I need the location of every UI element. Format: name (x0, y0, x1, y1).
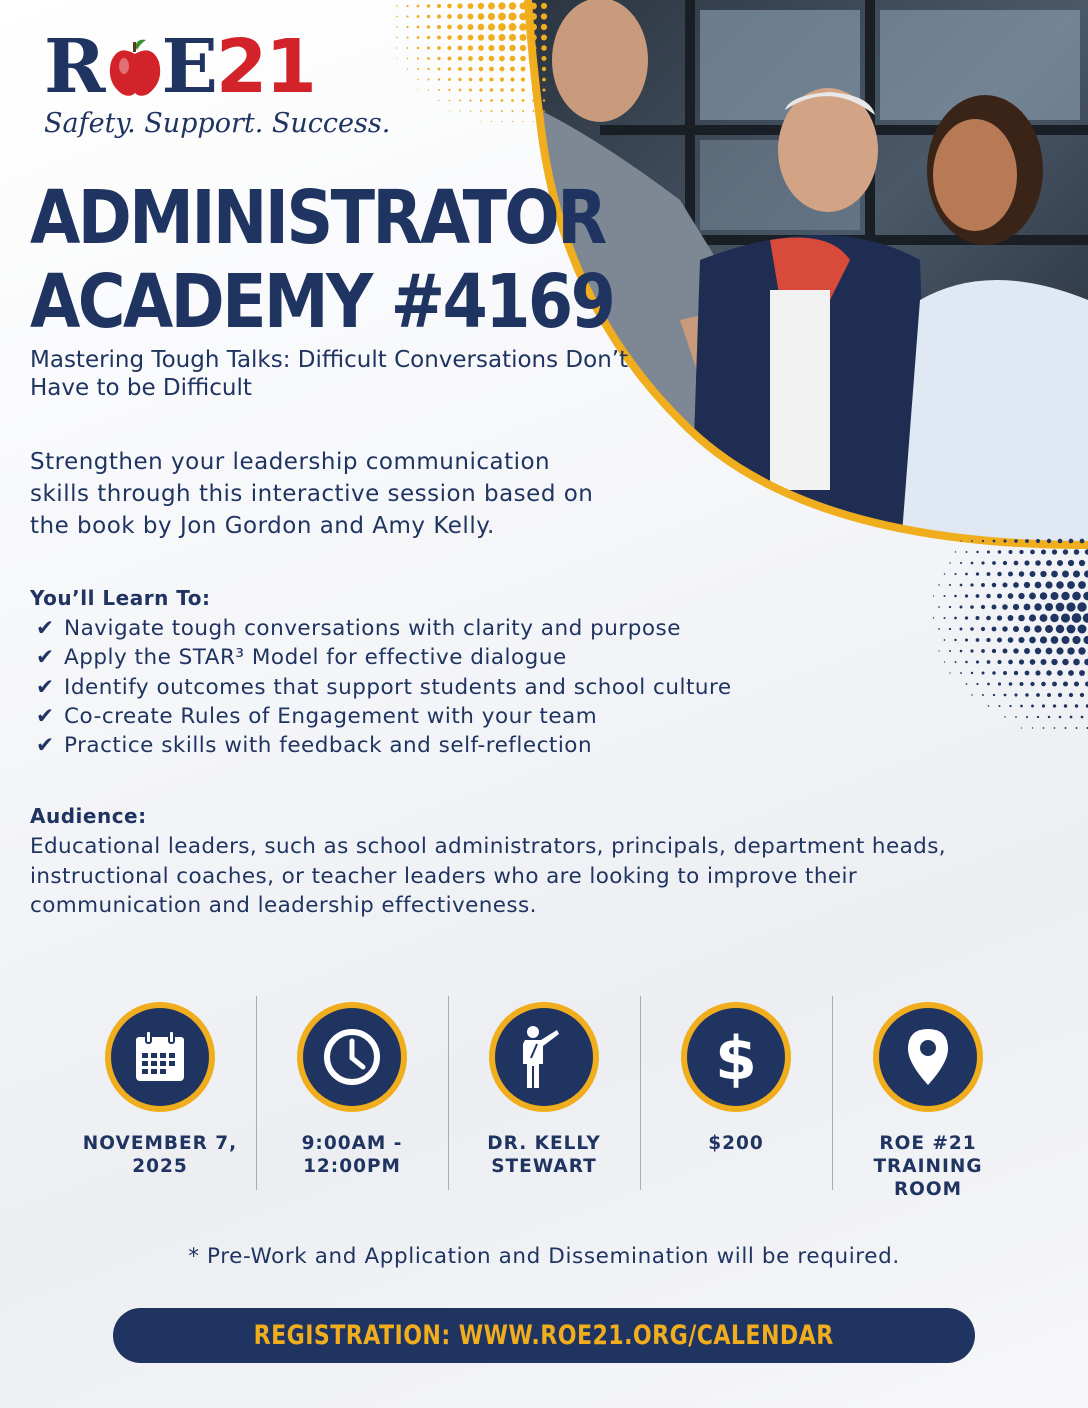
registration-banner[interactable] (113, 1308, 975, 1363)
checkmark-icon: ✔ (36, 674, 55, 700)
checkmark-icon: ✔ (36, 616, 55, 641)
logo-wordmark: R E21 (44, 24, 315, 110)
info-cost (640, 996, 832, 1196)
dollar-icon (681, 1002, 791, 1112)
info-location (832, 996, 1024, 1200)
presenter-icon (489, 1002, 599, 1112)
list-item: ✔ Navigate tough conversations with clarity and purpose (36, 614, 732, 643)
checkmark-icon: ✔ (36, 733, 55, 759)
time-label: 9:00AM - 12:00PM (301, 1133, 403, 1177)
title-line-1: ADMINISTRATOR (30, 175, 605, 261)
checkmark-icon: ✔ (36, 645, 55, 671)
location-pin-icon (873, 1002, 983, 1112)
requirement-note: * Pre-Work and Application and Dissemination will be required. (188, 1244, 900, 1269)
title-line-2: ACADEMY #4169 (30, 259, 614, 345)
learn-heading: You’ll Learn To: (30, 586, 211, 610)
registration-link[interactable]: REGISTRATION: WWW.ROE21.ORG/CALENDAR (253, 1320, 835, 1351)
info-presenter (448, 996, 640, 1196)
presenter-label: DR. KELLY STEWART (487, 1133, 601, 1177)
intro-paragraph: Strengthen your leadership communication skills through this interactive session based on the book by Jon Gordon and Amy Kelly. (30, 449, 594, 539)
learn-list (36, 614, 732, 760)
checkmark-icon: ✔ (36, 703, 55, 729)
info-date (64, 996, 256, 1196)
subtitle: Mastering Tough Talks: Difficult Conversations Don’t Have to be Difficult (30, 347, 629, 401)
list-item: ✔ Identify outcomes that support students and school culture (36, 673, 732, 702)
svg-text:$: $ (715, 1025, 757, 1089)
logo-tagline: Safety. Support. Success. (44, 108, 391, 139)
date-label: NOVEMBER 7, 2025 (82, 1133, 238, 1177)
roe21-logo (40, 24, 391, 148)
list-item: ✔ Apply the STAR³ Model for effective dialogue (36, 643, 732, 672)
info-time (256, 996, 448, 1196)
page-title (30, 176, 613, 344)
halftone-dots-top (370, 0, 550, 150)
apple-icon (106, 38, 164, 98)
clock-icon (297, 1002, 407, 1112)
audience-text: Educational leaders, such as school administrators, principals, department heads, instructional coaches, or teacher leaders who are looking to improve their communication and leadership effectiveness. (30, 834, 947, 918)
location-label: ROE #21 TRAINING ROOM (873, 1133, 983, 1200)
audience-heading: Audience: (30, 804, 147, 828)
cost-label: $200 (708, 1133, 764, 1154)
list-item: ✔ Practice skills with feedback and self-reflection (36, 731, 732, 760)
halftone-dots-right (900, 535, 1088, 745)
calendar-icon (105, 1002, 215, 1112)
list-item: ✔ Co-create Rules of Engagement with your team (36, 702, 732, 731)
